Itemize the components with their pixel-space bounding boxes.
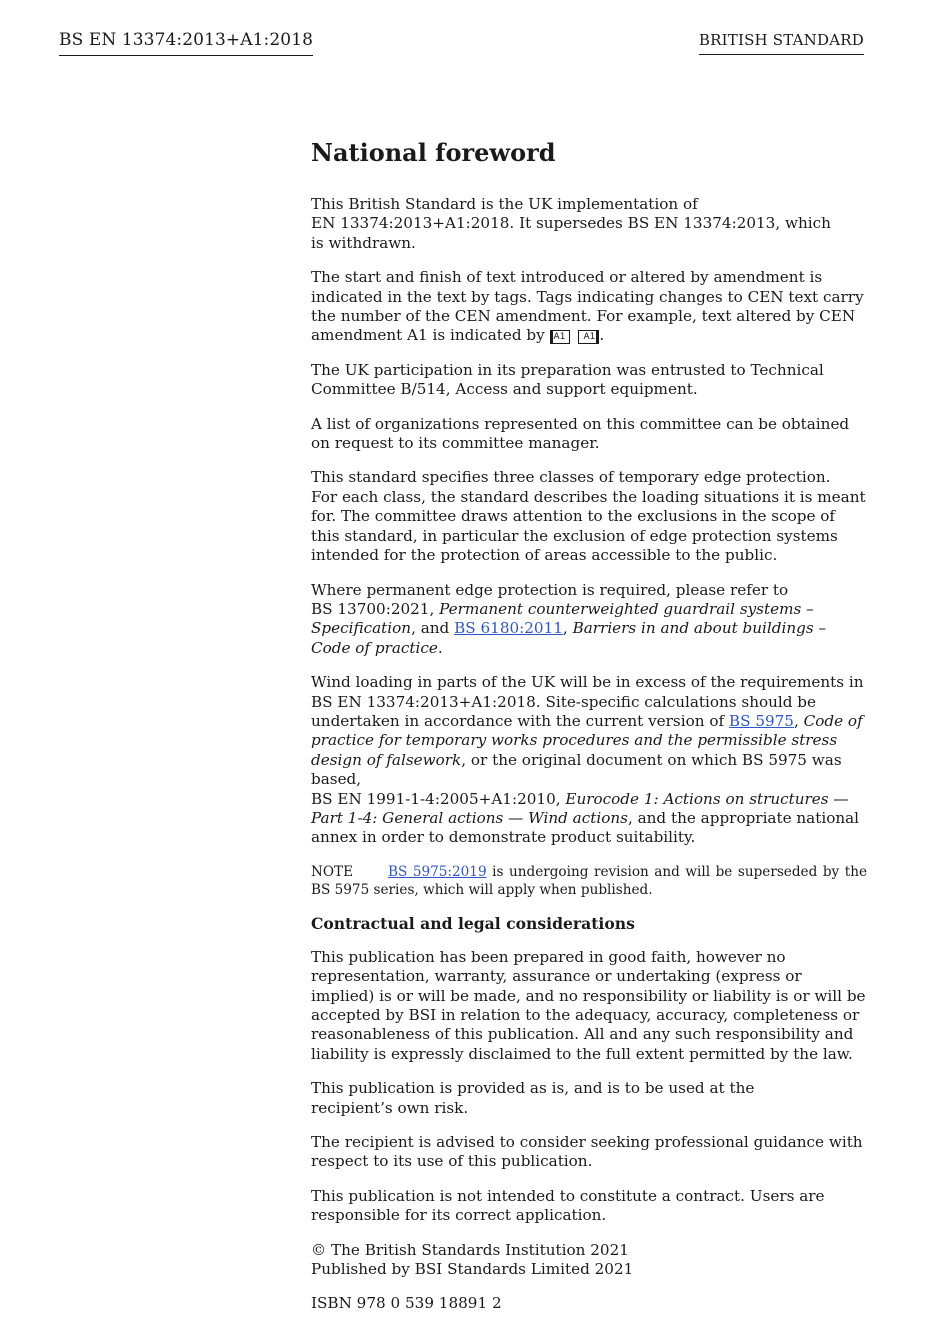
link-bs-5975[interactable]: BS 5975 — [728, 711, 794, 730]
paragraph-amendment-tags: The start and finish of text introduced or altered by amendment is indicated in the text by tags. Tags indicating changes to CEN text carry the number of the CEN amendment. For example, text altered by CEN amendment A1 is indicated by A1 A1 . — [311, 268, 864, 345]
link-bs-6180[interactable]: BS 6180:2011 — [454, 619, 563, 638]
paragraph-organizations: A list of organizations represented on this committee can be obtained on request to its committee manager. — [311, 414, 850, 453]
section-heading-contractual: Contractual and legal considerations — [311, 913, 635, 933]
isbn: ISBN 978 0 539 18891 2 — [311, 1294, 502, 1313]
paragraph-committee: The UK participation in its preparation was entrusted to Technical Committee B/514, Access and support equipment. — [311, 360, 824, 399]
paragraph-permanent-protection: Where permanent edge protection is required, please refer to BS 13700:2021, Permanent counterweighted guardrail systems – Specification, and BS 6180:2011, Barriers in and about buildings – Code of practice. — [311, 580, 827, 657]
note-label: NOTE — [311, 863, 354, 880]
copyright-block: © The British Standards Institution 2021 Published by BSI Standards Limited 2021 — [311, 1240, 634, 1279]
paragraph-as-is: This publication is provided as is, and is to be used at the recipient’s own risk. — [311, 1079, 755, 1117]
paragraph-classes: This standard specifies three classes of temporary edge protection. For each class, the standard describes the loading situations it is meant for. The committee draws attention to the exclusions in the scope of this standard, in particular the exclusion of edge protection systems intended for the protection of areas accessible to the public. — [311, 468, 866, 565]
paragraph-not-contract: This publication is not intended to constitute a contract. Users are responsible for its correct application. — [311, 1186, 825, 1225]
link-bs-5975-2019[interactable]: BS 5975:2019 — [388, 863, 487, 880]
paragraph-wind-loading: Wind loading in parts of the UK will be in excess of the requirements in BS EN 13374:2013+A1:2018. Site-specific calculations should be undertaken in accordance with the current version of BS 5975, Code of practice for temporary works procedures and the permissible stress design of falsework, or the original document on which BS 5975 was based, BS EN 1991-1-4:2005+A1:2010, Eurocode 1: Actions on structures — Part 1-4: General actions — Wind actions, and the appropriate national annex in order to demonstrate product suitability. — [311, 673, 864, 847]
header-document-id: BS EN 13374:2013+A1:2018 — [59, 30, 313, 56]
note: NOTE BS 5975:2019 is undergoing revision and will be superseded by the BS 5975 series, which will apply when published. — [311, 863, 867, 898]
paragraph-professional-guidance: The recipient is advised to consider seeking professional guidance with respect to its use of this publication. — [311, 1133, 863, 1171]
foreword-body — [311, 138, 867, 1329]
amendment-start-tag-icon: A1 — [550, 330, 571, 344]
header-standard-label: BRITISH STANDARD — [699, 31, 864, 55]
paragraph-good-faith: This publication has been prepared in good faith, however no representation, warranty, assurance or undertaking (express or implied) is or will be made, and no responsibility or liability is or will be accepted by BSI in relation to the adequacy, accuracy, completeness or reasonableness of this publication. All and any such responsibility and liability is expressly disclaimed to the full extent permitted by the law. — [311, 947, 866, 1063]
page-title: National foreword — [311, 138, 556, 167]
paragraph-implementation: This British Standard is the UK implementation of EN 13374:2013+A1:2018. It supersedes BS EN 13374:2013, which is withdrawn. — [311, 195, 831, 252]
amendment-end-tag-icon: A1 — [578, 330, 599, 344]
